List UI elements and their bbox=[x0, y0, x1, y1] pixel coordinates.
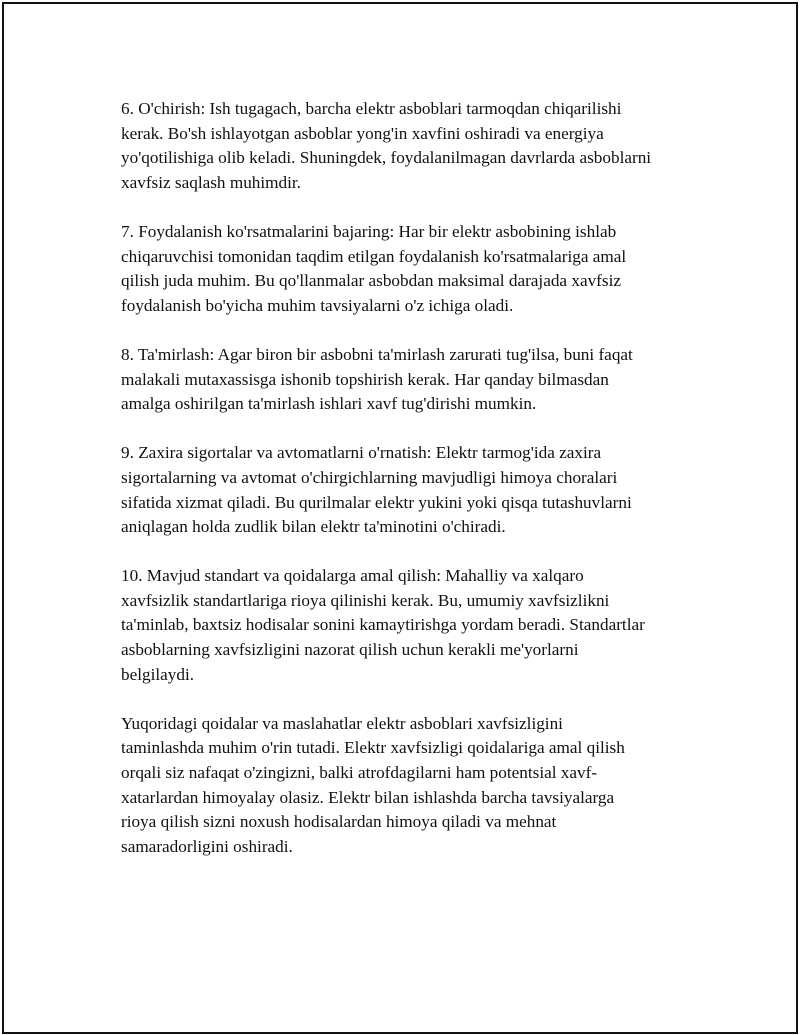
document-body bbox=[121, 97, 696, 884]
paragraph-item-7: 7. Foydalanish ko'rsatmalarini bajaring: Har bir elektr asbobining ishlab chiqaruvchisi tomonidan taqdim etilgan foydalanish ko'rsatmalariga amal qilish juda muhim. Bu qo'llanmalar asbobdan maksimal darajada xavfsiz foydalanish bo'yicha muhim tavsiyalarni o'z ichiga oladi. bbox=[121, 221, 627, 315]
paragraph-item-6: 6. O'chirish: Ish tugagach, barcha elektr asboblari tarmoqdan chiqarilishi kerak. Bo'sh ishlayotgan asboblar yong'in xavfini oshiradi va energiya yo'qotilishiga olib keladi. Shuningdek, foydalanilmagan davrlarda asboblarni xavfsiz saqlash muhimdir. bbox=[121, 99, 652, 192]
paragraph-conclusion: Yuqoridagi qoidalar va maslahatlar elektr asboblari xavfsizligini taminlashda muhim o'rin tutadi. Elektr xavfsizligi qoidalariga amal qilish orqali siz nafaqat o'zingizni, balki atrofdagilarni ham potentsial xavf- xatarlardan himoyalay olasiz. Elektr bilan ishlashda barcha tavsiyalarga rioya qilish sizni noxush hodisalardan himoya qiladi va mehnat samaradorligini oshiradi. bbox=[121, 713, 625, 856]
page-border bbox=[2, 2, 798, 1034]
paragraph-item-8: 8. Ta'mirlash: Agar biron bir asbobni ta'mirlash zarurati tug'ilsa, buni faqat malakali mutaxassisga ishonib topshirish kerak. Har qanday bilmasdan amalga oshirilgan ta'mirlash ishlari xavf tug'dirishi mumkin. bbox=[121, 344, 633, 414]
paragraph-item-10: 10. Mavjud standart va qoidalarga amal qilish: Mahalliy va xalqaro xavfsizlik standartlariga rioya qilinishi kerak. Bu, umumiy xavfsizlikni ta'minlab, baxtsiz hodisalar sonini kamaytirishga yordam beradi. Standartlar asboblarning xavfsizligini nazorat qilish uchun kerakli me'yorlarni belgilaydi. bbox=[121, 566, 645, 684]
paragraph-item-9: 9. Zaxira sigortalar va avtomatlarni o'rnatish: Elektr tarmog'ida zaxira sigortalarning va avtomat o'chirgichlarning mavjudligi himoya choralari sifatida xizmat qiladi. Bu qurilmalar elektr yukini yoki qisqa tutashuvlarni aniqlagan holda zudlik bilan elektr ta'minotini o'chiradi. bbox=[121, 443, 632, 537]
